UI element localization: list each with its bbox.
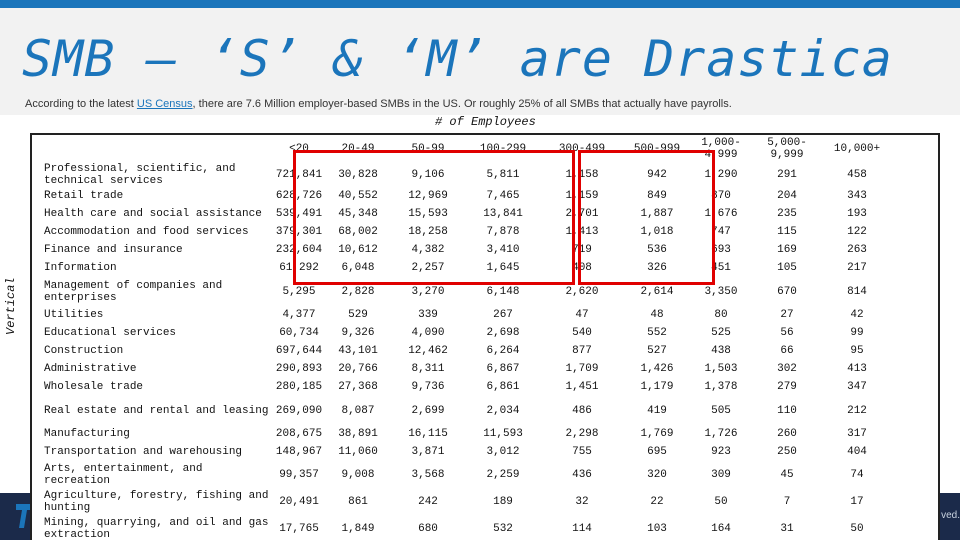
count-cell: 204 [777,190,797,202]
slide-title: SMB – ‘S’ & ‘M’ are Drastica [22,30,893,88]
count-cell: 419 [647,404,667,417]
count-cell: 17,765 [279,522,319,535]
count-cell: 1,451 [565,381,599,393]
count-cell: 99 [850,327,864,339]
count-cell: 1,290 [704,169,738,181]
count-cell: 379,301 [275,226,323,238]
vertical-name: Information [44,262,117,274]
vertical-name: Real estate and rental and leasing [44,404,269,417]
table-row [44,461,892,488]
count-cell: 1,426 [640,363,674,375]
count-cell: 9,326 [341,327,375,339]
column-header: 20-49 [341,143,375,155]
count-cell: 9,008 [341,468,375,481]
count-cell: 20,766 [338,363,378,375]
count-cell: 280,185 [275,381,323,393]
table-row [44,306,892,324]
count-cell: 438 [711,345,731,357]
count-cell: 486 [572,404,592,417]
table-row [44,396,892,425]
us-census-link[interactable]: US Census [136,98,193,110]
count-cell: 536 [647,244,667,256]
count-cell: 12,462 [408,345,448,357]
vertical-name: Retail trade [44,190,124,202]
count-cell: 66 [780,345,794,357]
count-cell: 529 [348,309,368,321]
vertical-name: Management of companies and enterprises [44,279,223,304]
count-cell: 2,034 [486,404,520,417]
count-cell: 242 [418,495,438,508]
count-cell: 697,644 [275,345,323,357]
count-cell: 527 [647,345,667,357]
count-cell: 193 [847,208,867,220]
count-cell: 540 [572,327,592,339]
count-cell: 291 [777,169,797,181]
count-cell: 4,090 [411,327,445,339]
table-row [44,342,892,360]
count-cell: 11,060 [338,446,378,458]
vertical-name: Manufacturing [44,428,130,440]
column-header: 100-299 [479,143,527,155]
count-cell: 6,861 [486,381,520,393]
vertical-name: Accommodation and food services [44,226,249,238]
header-vertical-cell [44,135,272,163]
count-cell: 6,867 [486,363,520,375]
count-cell: 1,503 [704,363,738,375]
count-cell: 2,620 [565,285,599,298]
count-cell: 2,298 [565,428,599,440]
count-cell: 3,270 [411,285,445,298]
count-cell: 552 [647,327,667,339]
count-cell: 3,568 [411,468,445,481]
count-cell: 1,158 [565,169,599,181]
count-cell: 68,002 [338,226,378,238]
count-cell: 525 [711,327,731,339]
count-cell: 13,841 [483,208,523,220]
count-cell: 217 [847,262,867,274]
count-cell: 103 [647,522,667,535]
table-row [44,443,892,461]
count-cell: 1,887 [640,208,674,220]
count-cell: 1,849 [341,522,375,535]
count-cell: 343 [847,190,867,202]
count-cell: 2,614 [640,285,674,298]
vertical-name: Educational services [44,327,177,339]
count-cell: 114 [572,522,592,535]
count-cell: 7,878 [486,226,520,238]
count-cell: 404 [847,446,867,458]
count-cell: 628,726 [275,190,323,202]
count-cell: 42 [850,309,864,321]
count-cell: 148,967 [275,446,323,458]
table-row [44,515,892,542]
count-cell: 6,264 [486,345,520,357]
slide-header [0,8,960,115]
slide-subtitle [25,98,732,110]
count-cell: 1,769 [640,428,674,440]
vertical-axis-label: Vertical [4,277,18,335]
count-cell: 1,179 [640,381,674,393]
count-cell: 1,018 [640,226,674,238]
subtitle-prefix: According to the latest [25,98,137,110]
highlight-box-small [293,150,575,285]
count-cell: 27 [780,309,794,321]
count-cell: 99,357 [279,468,319,481]
count-cell: 22 [650,495,664,508]
vertical-name: Administrative [44,363,137,375]
count-cell: 3,410 [486,244,520,256]
count-cell: 169 [777,244,797,256]
vertical-name: Transportation and warehousing [44,446,243,458]
vertical-name: Professional, scientific, and technical services [44,163,236,187]
count-cell: 1,676 [704,208,738,220]
count-cell: 532 [493,522,513,535]
count-cell: 302 [777,363,797,375]
column-header: 300-499 [558,143,606,155]
count-cell: 50 [850,522,864,535]
count-cell: 260 [777,428,797,440]
column-header: 500-999 [633,143,681,155]
count-cell: 755 [572,446,592,458]
count-cell: 413 [847,363,867,375]
count-cell: 8,311 [411,363,445,375]
count-cell: 719 [572,244,592,256]
count-cell: 105 [777,262,797,274]
count-cell: 27,368 [338,381,378,393]
count-cell: 317 [847,428,867,440]
count-cell: 47 [575,309,589,321]
count-cell: 16,115 [408,428,448,440]
count-cell: 3,350 [704,285,738,298]
count-cell: 339 [418,309,438,321]
count-cell: 9,106 [411,169,445,181]
count-cell: 250 [777,446,797,458]
count-cell: 870 [711,190,731,202]
vertical-name: Mining, quarrying, and oil and gas extraction [44,516,269,541]
count-cell: 451 [711,262,731,274]
count-cell: 60,734 [279,327,319,339]
count-cell: 45 [780,468,794,481]
table-row [44,360,892,378]
count-cell: 15,593 [408,208,448,220]
count-cell: 877 [572,345,592,357]
count-cell: 942 [647,169,667,181]
count-cell: 436 [572,468,592,481]
count-cell: 695 [647,446,667,458]
count-cell: 74 [850,468,864,481]
vertical-name: Arts, entertainment, and recreation [44,462,203,487]
vertical-name: Agriculture, forestry, fishing and hunting [44,489,269,514]
count-cell: 9,736 [411,381,445,393]
count-cell: 279 [777,381,797,393]
count-cell: 326 [647,262,667,274]
table-row [44,378,892,396]
count-cell: 1,413 [565,226,599,238]
count-cell: 269,090 [275,404,323,417]
count-cell: 347 [847,381,867,393]
count-cell: 31 [780,522,794,535]
count-cell: 50 [714,495,728,508]
count-cell: 1,709 [565,363,599,375]
count-cell: 6,148 [486,285,520,298]
count-cell: 1,726 [704,428,738,440]
count-cell: 2,259 [486,468,520,481]
count-cell: 40,552 [338,190,378,202]
count-cell: 48 [650,309,664,321]
count-cell: 539,491 [275,208,323,220]
count-cell: 232,604 [275,244,323,256]
count-cell: 235 [777,208,797,220]
vertical-name: Utilities [44,309,104,321]
count-cell: 122 [847,226,867,238]
count-cell: 2,701 [565,208,599,220]
count-cell: 2,698 [486,327,520,339]
count-cell: 2,257 [411,262,445,274]
count-cell: 458 [847,169,867,181]
count-cell: 8,087 [341,404,375,417]
count-cell: 309 [711,468,731,481]
count-cell: 212 [847,404,867,417]
count-cell: 290,893 [275,363,323,375]
count-cell: 38,891 [338,428,378,440]
count-cell: 32 [575,495,589,508]
count-cell: 6,048 [341,262,375,274]
count-cell: 110 [777,404,797,417]
count-cell: 2,699 [411,404,445,417]
count-cell: 10,612 [338,244,378,256]
vertical-name: Wholesale trade [44,381,144,393]
count-cell: 7 [783,495,791,508]
footer-copyright: ved. [941,510,960,521]
count-cell: 670 [777,285,797,298]
vertical-name: Finance and insurance [44,244,183,256]
column-header: 5,000- 9,999 [767,137,807,161]
highlight-box-mid [578,150,715,285]
count-cell: 17 [850,495,864,508]
count-cell: 861 [348,495,368,508]
count-cell: 408 [572,262,592,274]
count-cell: 115 [777,226,797,238]
count-cell: 5,295 [282,285,316,298]
count-cell: 208,675 [275,428,323,440]
subtitle-suffix: , there are 7.6 Million employer-based SMBs in the US. Or roughly 25% of all SMBs that actually have payrolls. [192,98,732,110]
count-cell: 721,841 [275,169,323,181]
table-row [44,488,892,515]
table-row [44,324,892,342]
count-cell: 2,828 [341,285,375,298]
count-cell: 5,811 [486,169,520,181]
count-cell: 747 [711,226,731,238]
column-header: <20 [289,143,309,155]
count-cell: 3,871 [411,446,445,458]
count-cell: 7,465 [486,190,520,202]
count-cell: 3,012 [486,446,520,458]
count-cell: 4,382 [411,244,445,256]
count-cell: 320 [647,468,667,481]
count-cell: 189 [493,495,513,508]
count-cell: 20,491 [279,495,319,508]
count-cell: 164 [711,522,731,535]
top-accent-bar [0,0,960,8]
count-cell: 1,378 [704,381,738,393]
count-cell: 267 [493,309,513,321]
count-cell: 693 [711,244,731,256]
count-cell: 923 [711,446,731,458]
table-row [44,425,892,443]
count-cell: 18,258 [408,226,448,238]
count-cell: 30,828 [338,169,378,181]
column-header: 50-99 [411,143,445,155]
count-cell: 45,348 [338,208,378,220]
count-cell: 1,159 [565,190,599,202]
count-cell: 4,377 [282,309,316,321]
count-cell: 680 [418,522,438,535]
count-cell: 80 [714,309,728,321]
count-cell: 61,292 [279,262,319,274]
count-cell: 11,593 [483,428,523,440]
count-cell: 12,969 [408,190,448,202]
count-cell: 1,645 [486,262,520,274]
vertical-name: Health care and social assistance [44,208,262,220]
count-cell: 95 [850,345,864,357]
column-header: 10,000+ [833,143,881,155]
count-cell: 849 [647,190,667,202]
vertical-name: Construction [44,345,124,357]
count-cell: 814 [847,285,867,298]
count-cell: 505 [711,404,731,417]
employees-axis-label: # of Employees [435,115,536,129]
count-cell: 56 [780,327,794,339]
count-cell: 43,101 [338,345,378,357]
count-cell: 263 [847,244,867,256]
column-header: 1,000- 4,999 [701,137,741,161]
